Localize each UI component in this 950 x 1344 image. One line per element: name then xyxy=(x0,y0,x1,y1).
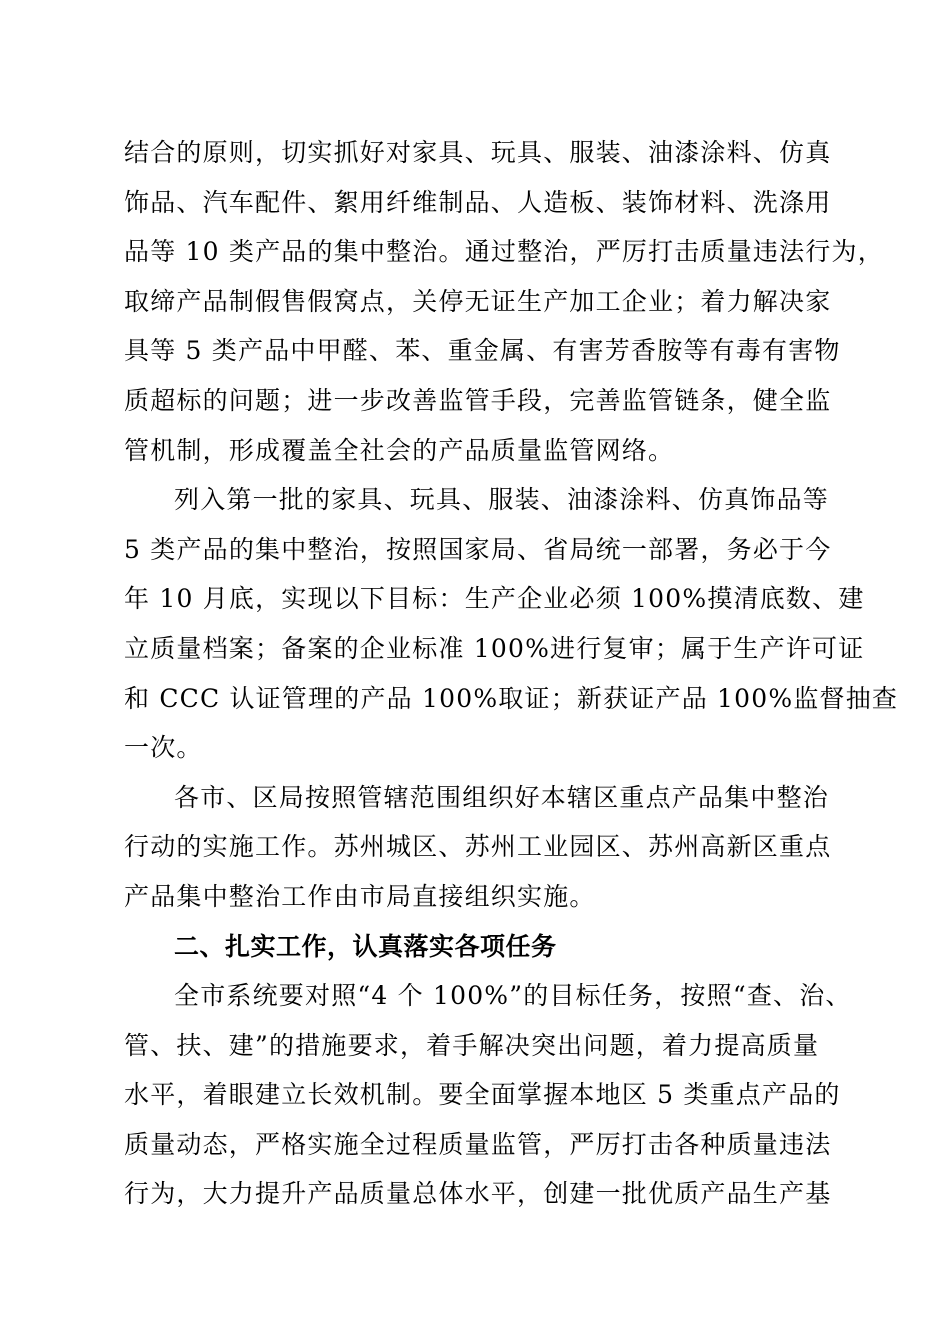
document-body xyxy=(124,128,899,1219)
paragraph-4-line-3: 水平，着眼建立长效机制。要全面掌握本地区 5 类重点产品的 xyxy=(124,1080,841,1110)
paragraph-1-line-3: 品等 10 类产品的集中整治。通过整治，严厉打击质量违法行为， xyxy=(124,237,884,267)
paragraph-2-line-5: 和 CCC 认证管理的产品 100%取证；新获证产品 100%监督抽查 xyxy=(124,683,899,713)
paragraph-3-line-1: 各市、区局按照管辖范围组织好本辖区重点产品集中整治 xyxy=(174,782,830,812)
paragraph-4-line-2: 管、扶、建”的措施要求，着手解决突出问题，着力提高质量 xyxy=(124,1030,820,1060)
paragraph-1-line-2: 饰品、汽车配件、絮用纤维制品、人造板、装饰材料、洗涤用 xyxy=(124,187,832,217)
paragraph-1-line-6: 质超标的问题；进一步改善监管手段，完善监管链条，健全监 xyxy=(124,385,832,415)
paragraph-4-line-5: 行为，大力提升产品质量总体水平，创建一批优质产品生产基 xyxy=(124,1179,832,1209)
paragraph-2-line-2: 5 类产品的集中整治，按照国家局、省局统一部署，务必于今 xyxy=(124,534,832,564)
paragraph-4-line-1: 全市系统要对照“4 个 100%”的目标任务，按照“查、治、 xyxy=(174,981,852,1011)
paragraph-3-line-2: 行动的实施工作。苏州城区、苏州工业园区、苏州高新区重点 xyxy=(124,832,832,862)
paragraph-2-line-4: 立质量档案；备案的企业标准 100%进行复审；属于生产许可证 xyxy=(124,633,865,663)
paragraph-1-line-4: 取缔产品制假售假窝点，关停无证生产加工企业；着力解决家 xyxy=(124,286,832,316)
paragraph-1-line-7: 管机制，形成覆盖全社会的产品质量监管网络。 xyxy=(124,435,675,465)
paragraph-1-line-1: 结合的原则，切实抓好对家具、玩具、服装、油漆涂料、仿真 xyxy=(124,138,832,167)
paragraph-2-line-6: 一次。 xyxy=(124,733,203,763)
section-heading: 二、扎实工作，认真落实各项任务 xyxy=(174,931,557,961)
paragraph-2-line-3: 年 10 月底，实现以下目标：生产企业必须 100%摸清底数、建 xyxy=(124,584,865,614)
paragraph-1-line-5: 具等 5 类产品中甲醛、苯、重金属、有害芳香胺等有毒有害物 xyxy=(124,336,841,366)
paragraph-4-line-4: 质量动态，严格实施全过程质量监管，严厉打击各种质量违法 xyxy=(124,1129,832,1159)
paragraph-3-line-3: 产品集中整治工作由市局直接组织实施。 xyxy=(124,881,596,911)
paragraph-2-line-1: 列入第一批的家具、玩具、服装、油漆涂料、仿真饰品等 xyxy=(174,485,830,515)
